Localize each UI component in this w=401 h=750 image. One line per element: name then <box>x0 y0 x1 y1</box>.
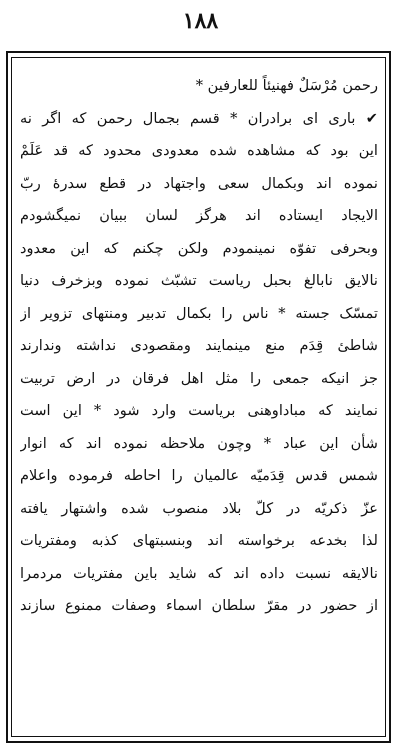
text-line-14: عزّ ذکریّه در کلّ بلاد منصوب شده واشتهار یافته <box>20 499 378 517</box>
text-line-16: نالایقه نسبت داده اند که شاید باین مفتریات مردمرا <box>20 564 378 582</box>
text-line-4: نموده اند وبکمال سعی واجتهاد در قطع سدرهٔ ربّ <box>20 174 378 192</box>
text-line-2: ✔ باری ای برادران * قسم بجمال رحمن که اگر نه <box>20 109 378 127</box>
text-line-9: شاطیٔ قِدَم منع مینمایند ومقصودی نداشته وندارند <box>20 337 378 354</box>
text-line-8: تمسّک جسته * ناس را بکمال تدبیر ومنتهای تزویر از <box>20 304 378 322</box>
text-line-12: شأن این عباد * وچون ملاحظه نموده اند که انوار <box>20 434 378 452</box>
body-text <box>20 70 378 732</box>
text-line-15: لذا بخدعه برخواسته اند وبنسبتهای کذبه ومفتریات <box>20 532 378 549</box>
text-line-10: جز انیکه جمعی را مثل اهل فرقان در ارض تربیت <box>20 369 378 387</box>
text-line-3: این بود که مشاهده شده معدودی محدود که قد عَلَمْ <box>20 142 378 159</box>
text-line-6: وبحرفی تفوّه نمینمودم ولکن چکنم که این معدود <box>20 239 378 257</box>
text-line-7: نالایق نابالغ بحبل ریاست تشبّث نموده وبزخرف دنیا <box>20 272 378 289</box>
text-line-13: شمس قدس قِدَمیّه عالمیان را احاطه فرموده واعلام <box>20 467 378 484</box>
text-line-11: نمایند که مباداوهنی بریاست وارد شود * این است <box>20 402 378 419</box>
page-number: ١٨٨ <box>182 8 219 34</box>
text-line-5: الایجاد ایستاده اند هرگز لسان ببیان نمیگشودم <box>20 207 378 224</box>
text-line-1: رحمن مُرْسَلٌ فهنيئاً للعارفين * <box>195 77 378 94</box>
text-line-17: از حضور در مقرّ سلطان اسماء وصفات ممنوع سازند <box>20 597 378 614</box>
